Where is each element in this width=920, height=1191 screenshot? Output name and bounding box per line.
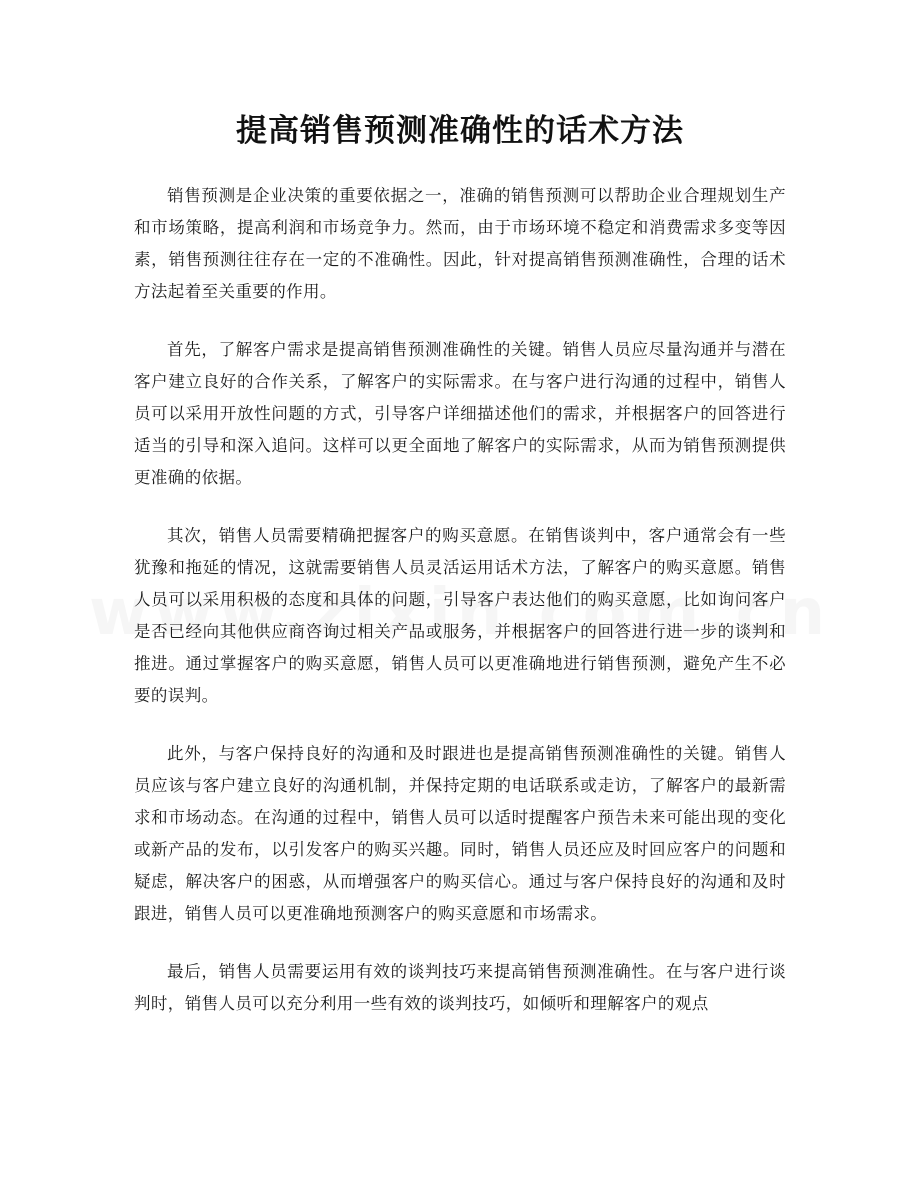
document-title: 提高销售预测准确性的话术方法 — [236, 113, 684, 149]
document-body — [134, 180, 786, 1046]
paragraph-intro: 销售预测是企业决策的重要依据之一，准确的销售预测可以帮助企业合理规划生产和市场策略，提高利润和市场竞争力。然而，由于市场环境不稳定和消费需求多变等因素，销售预测往往存在一定的不准确性。因此，针对提高销售预测准确性，合理的话术方法起着至关重要的作用。 — [134, 186, 786, 301]
paragraph-customer-needs: 首先，了解客户需求是提高销售预测准确性的关键。销售人员应尽量沟通并与潜在客户建立良好的合作关系，了解客户的实际需求。在与客户进行沟通的过程中，销售人员可以采用开放性问题的方式，引导客户详细描述他们的需求，并根据客户的回答进行适当的引导和深入追问。这样可以更全面地了解客户的实际需求，从而为销售预测提供更准确的依据。 — [134, 340, 786, 487]
paragraph-communication: 此外，与客户保持良好的沟通和及时跟进也是提高销售预测准确性的关键。销售人员应该与客户建立良好的沟通机制，并保持定期的电话联系或走访，了解客户的最新需求和市场动态。在沟通的过程中，销售人员可以适时提醒客户预告未来可能出现的变化或新产品的发布，以引发客户的购买兴趣。同时，销售人员还应及时回应客户的问题和疑虑，解决客户的困惑，从而增强客户的购买信心。通过与客户保持良好的沟通和及时跟进，销售人员可以更准确地预测客户的购买意愿和市场需求。 — [134, 744, 786, 923]
paragraph-negotiation: 最后，销售人员需要运用有效的谈判技巧来提高销售预测准确性。在与客户进行谈判时，销售人员可以充分利用一些有效的谈判技巧，如倾听和理解客户的观点 — [134, 962, 786, 1013]
paragraph-purchase-intent: 其次，销售人员需要精确把握客户的购买意愿。在销售谈判中，客户通常会有一些犹豫和拖延的情况，这就需要销售人员灵活运用话术方法，了解客户的购买意愿。销售人员可以采用积极的态度和具体的问题，引导客户表达他们的购买意愿，比如询问客户是否已经向其他供应商咨询过相关产品或服务，并根据客户的回答进行进一步的谈判和推进。通过掌握客户的购买意愿，销售人员可以更准确地进行销售预测，避免产生不必要的误判。 — [134, 526, 786, 705]
